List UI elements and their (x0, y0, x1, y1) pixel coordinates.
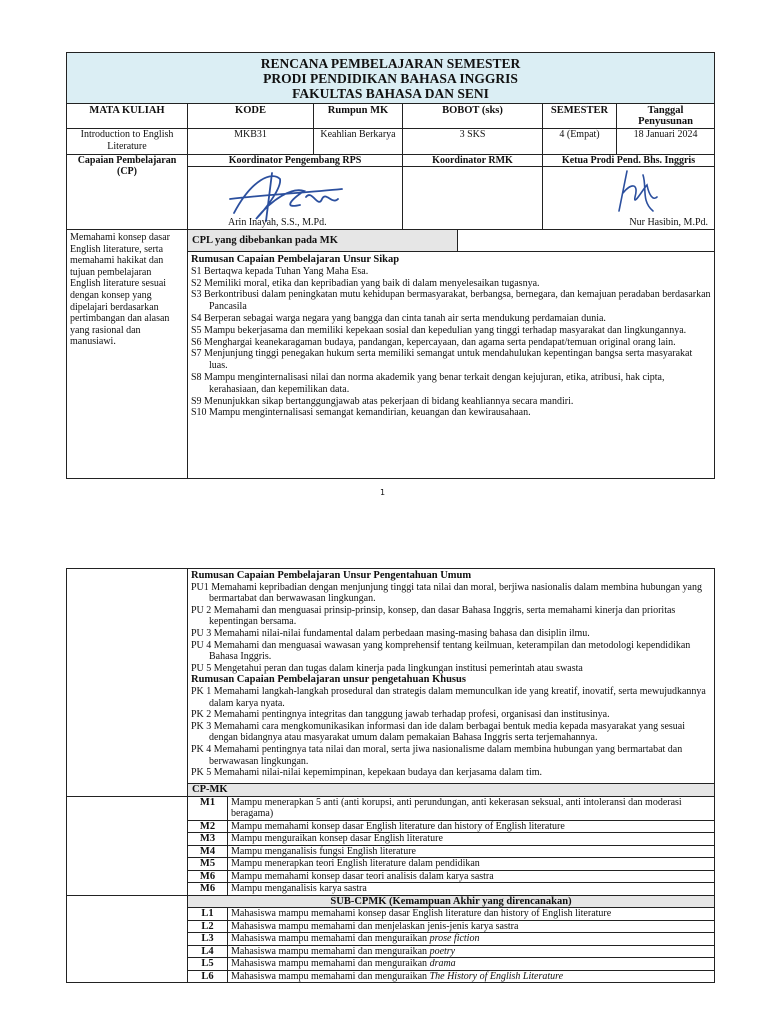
cpmk-left-blank (67, 796, 188, 895)
col-semester: SEMESTER (543, 104, 617, 129)
sikap-item: S4 Berperan sebagai warga negara yang bangga dan cinta tanah air serta mendukung perdamaian dunia. (191, 312, 606, 324)
cpl-heading: CPL yang dibebankan pada MK (188, 230, 458, 252)
signature-rmk (403, 167, 543, 230)
sikap-item: S9 Menunjukkan sikap bertanggungjawab atas pekerjaan di bidang keahliannya secara mandiri. (191, 395, 574, 407)
sikap-item: S10 Mampu menginternalisasi semangat kemandirian, keuangan dan kewirausahaan. (191, 407, 531, 419)
cpmk-text: Mampu menganalisis fungsi English literature (228, 845, 715, 858)
course-code: MKB31 (188, 129, 314, 155)
rps-header-table (66, 52, 715, 230)
cpmk-code: M5 (188, 858, 228, 871)
title-line-1: RENCANA PEMBELAJARAN SEMESTER (260, 56, 521, 71)
cpmk-code: M4 (188, 845, 228, 858)
pu-title: Rumusan Capaian Pembelajaran Unsur Pengentahuan Umum (191, 570, 472, 581)
subcpmk-text: Mahasiswa mampu memahami dan menguraikan The History of English Literature (228, 970, 715, 983)
cpmk-heading: CP-MK (188, 783, 715, 796)
ketua-prodi-name: Nur Hasibin, M.Pd. (629, 217, 709, 228)
pengetahuan-section (188, 569, 715, 784)
sikap-section (188, 252, 715, 479)
subcpmk-code: L1 (188, 908, 228, 921)
cpmk-code: M2 (188, 820, 228, 833)
rps-page-2 (66, 568, 714, 983)
cpmk-code: M6 (188, 883, 228, 896)
ketua-prodi-label: Ketua Prodi Pend. Bhs. Inggris (543, 155, 715, 167)
subcpmk-text: Mahasiswa mampu memahami dan menguraikan drama (228, 958, 715, 971)
cpmk-text: Mampu memahami konsep dasar teori analisis dalam karya sastra (228, 870, 715, 883)
subcpmk-left-blank (67, 895, 188, 983)
cpmk-code: M6 (188, 870, 228, 883)
col-mata-kuliah: MATA KULIAH (67, 104, 188, 129)
sikap-item: S7 Menjunjung tinggi penegakan hukum serta memiliki semangat untuk mendahulukan kepentingan bangsa serta masyarakat luas. (191, 348, 693, 372)
pu-item: PU1 Memahami kepribadian dengan menjunjung tinggi tata nilai dan moral, berjiwa nasionalis dalam membina hubungan yang bermartabat dan berwawasan lingkungan. (191, 581, 702, 605)
cpl-continued-table (66, 568, 715, 983)
sikap-item: S5 Mampu bekerjasama dan memiliki kepekaan sosial dan kepedulian yang tinggi terhadap masyarakat dan lingkungannya. (191, 324, 687, 336)
pk-title: Rumusan Capaian Pembelajaran unsur pengetahuan Khusus (191, 674, 466, 686)
course-bobot: 3 SKS (403, 129, 543, 155)
pu-item: PU 2 Memahami dan menguasai prinsip-prinsip, konsep, dan dasar Bahasa Inggris, serta memahami kinerja dan prioritas kepentingan bersama. (191, 604, 676, 628)
subcpmk-text: Mahasiswa mampu memahami konsep dasar English literature dan history of English literature (228, 908, 715, 921)
koordinator-rps-label: Koordinator Pengembang RPS (188, 155, 403, 167)
subcpmk-text: Mahasiswa mampu memahami dan menjelaskan jenis-jenis karya sastra (228, 920, 715, 933)
pk-item: PK 4 Memahami pentingnya tata nilai dan moral, serta jiwa nasionalisme dalam membina hubungan yang bermartabat dan berwawasan lingkungan. (191, 743, 683, 767)
page-number: 1 (380, 488, 386, 497)
sikap-item: S6 Menghargai keanekaragaman budaya, pandangan, kepercayaan, dan agama serta pendapat/temuan original orang lain. (191, 336, 676, 348)
sikap-item: S1 Bertaqwa kepada Tuhan Yang Maha Esa. (191, 265, 369, 277)
subcpmk-code: L3 (188, 933, 228, 946)
sikap-title: Rumusan Capaian Pembelajaran Unsur Sikap (191, 254, 400, 265)
pu-item: PU 4 Memahami dan menguasai wawasan yang komprehensif tentang keilmuan, keterampilan dan metodologi kependidikan Bahasa Inggris. (191, 639, 691, 663)
pu-item: PU 5 Mengetahui peran dan tugas dalam kinerja pada lingkungan institusi pemerintah atau swasta (191, 662, 583, 674)
document-title (67, 53, 715, 104)
cpmk-text: Mampu memahami konsep dasar English literature dan history of English literature (228, 820, 715, 833)
sikap-item: S2 Memiliki moral, etika dan kepribadian yang baik di dalam menyelesaikan tugasnya. (191, 277, 540, 289)
cpmk-text: Mampu menerapkan teori English literature dalam pendidikan (228, 858, 715, 871)
pk-item: PK 1 Memahami langkah-langkah prosedural dan strategis dalam memunculkan ide yang kreatif, inovatif, serta mewujudkannya dalam karya nyata. (191, 685, 706, 709)
cpmk-code: M1 (188, 796, 228, 820)
course-name: Introduction to English Literature (67, 129, 188, 155)
col-bobot: BOBOT (sks) (403, 104, 543, 129)
signature-ketua-image (613, 167, 663, 217)
rps-page-1 (66, 52, 714, 479)
pk-item: PK 2 Memahami pentingnya integritas dan tanggung jawab terhadap profesi, organisasi dan institusinya. (191, 709, 610, 721)
cpl-heading-blank (458, 230, 715, 252)
signature-ketua (543, 167, 715, 230)
subcpmk-text: Mahasiswa mampu memahami dan menguraikan poetry (228, 945, 715, 958)
cpmk-code: M3 (188, 833, 228, 846)
title-line-2: PRODI PENDIDIKAN BAHASA INGGRIS (263, 71, 518, 86)
cpmk-text: Mampu menerapkan 5 anti (anti korupsi, anti perundungan, anti kekerasan seksual, anti intoleransi dan moderasi beragama) (228, 796, 715, 820)
sikap-item: S3 Berkontribusi dalam peningkatan mutu kehidupan bermasyarakat, berbangsa, bernegara, dan kemajuan peradaban berdasarkan Pancasila (191, 289, 711, 313)
pk-item: PK 5 Memahami nilai-nilai kepemimpinan, kepekaan budaya dan kerjasama dalam tim. (191, 767, 543, 779)
subcpmk-code: L5 (188, 958, 228, 971)
cpmk-text: Mampu menganalisis karya sastra (228, 883, 715, 896)
col-tanggal: Tanggal Penyusunan (617, 104, 715, 129)
subcpmk-code: L4 (188, 945, 228, 958)
cpl-table (66, 230, 715, 479)
subcpmk-code: L6 (188, 970, 228, 983)
course-semester: 4 (Empat) (543, 129, 617, 155)
pk-item: PK 3 Memahami cara mengkomunikasikan informasi dan ide dalam berbagai bentuk media kepada masyarakat yang sesuai dengan bidangnya atau masyarakat umum dalam pemakaian Bahasa Inggris serta terjemahannya. (191, 720, 686, 744)
cp-label: Capaian Pembelajaran (CP) (67, 155, 188, 230)
rps-coordinator-name: Arin Inayah, S.S., M.Pd. (228, 217, 327, 228)
signature-rps (188, 167, 403, 230)
subcpmk-code: L2 (188, 920, 228, 933)
koordinator-rmk-label: Koordinator RMK (403, 155, 543, 167)
pu-item: PU 3 Memahami nilai-nilai fundamental dalam perbedaan masing-masing bahasa dan disiplin ilmu. (191, 627, 590, 639)
col-kode: KODE (188, 104, 314, 129)
title-line-3: FAKULTAS BAHASA DAN SENI (292, 86, 489, 101)
subcpmk-text: Mahasiswa mampu memahami dan menguraikan prose fiction (228, 933, 715, 946)
cpmk-text: Mampu menguraikan konsep dasar English literature (228, 833, 715, 846)
cp-description: Memahami konsep dasar English literature, serta memahami hakikat dan tujuan pembelajaran English literature sesuai dengan konsep yang dipelajari berdasarkan pertimbangan dan alasan yang rasional dan manusiawi. (67, 230, 188, 479)
subcpmk-heading: SUB-CPMK (Kemampuan Akhir yang direncanakan) (188, 895, 715, 908)
course-rumpun: Keahlian Berkarya (314, 129, 403, 155)
sikap-item: S8 Mampu menginternalisasi nilai dan norma akademik yang benar terkait dengan kejujuran, etika, atribusi, hak cipta, kerahasiaan, dan kepemilikan data. (191, 371, 665, 395)
left-blank-cell (67, 569, 188, 797)
col-rumpun: Rumpun MK (314, 104, 403, 129)
course-tanggal: 18 Januari 2024 (617, 129, 715, 155)
